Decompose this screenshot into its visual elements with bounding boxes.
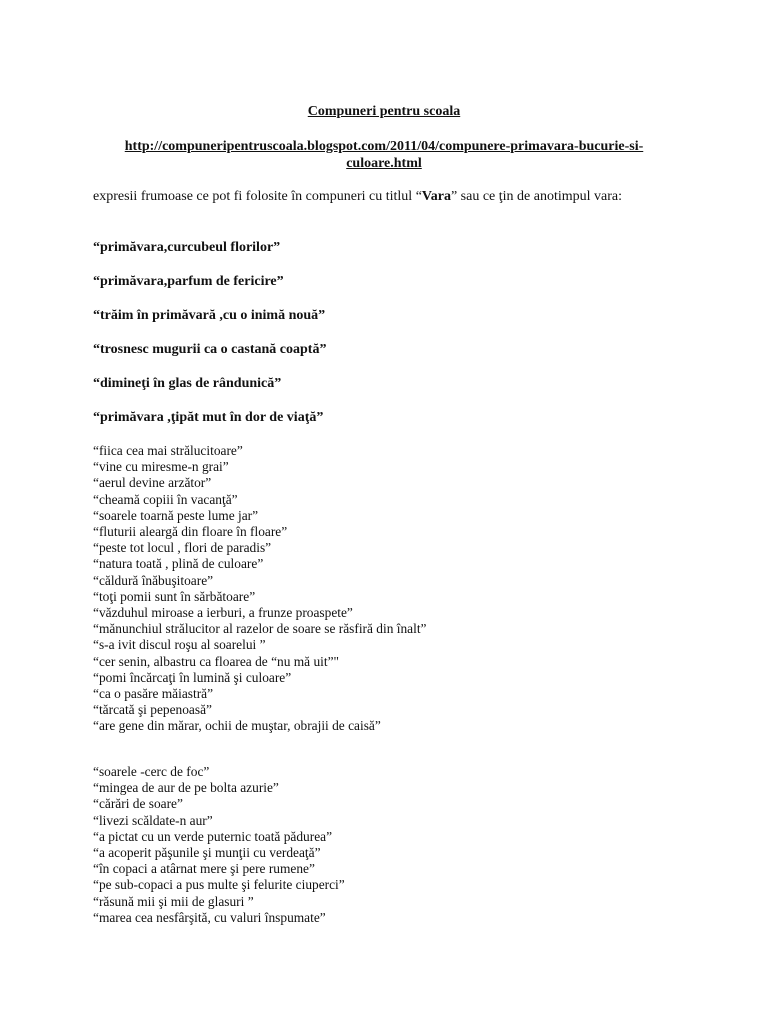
intro-paragraph bbox=[93, 188, 663, 205]
list-item: “soarele toarnă peste lume jar” bbox=[93, 507, 259, 523]
bold-phrase: “primăvara,curcubeul florilor” bbox=[93, 240, 281, 255]
bold-phrase: “trosnesc mugurii ca o castană coaptă” bbox=[93, 342, 327, 357]
list-item: “toţi pomii sunt în sărbătoare” bbox=[93, 588, 256, 604]
page-title: Compuneri pentru scoala bbox=[307, 104, 461, 119]
list-item: “pe sub-copaci a pus multe şi felurite ciuperci” bbox=[93, 877, 345, 893]
intro-text-before: expresii frumoase ce pot fi folosite în compuneri cu titlul “ bbox=[93, 189, 422, 204]
list-item: “vine cu miresme-n grai” bbox=[93, 459, 229, 475]
list-item: “răsună mii şi mii de glasuri ” bbox=[93, 893, 254, 909]
list-item: “peste tot locul , flori de paradis” bbox=[93, 540, 272, 556]
list-item: “ca o pasăre măiastră” bbox=[93, 686, 214, 702]
list-item: “a acoperit păşunile şi munţii cu verdeaţă” bbox=[93, 845, 321, 861]
list-item: “marea cea nesfârşită, cu valuri înspumate” bbox=[93, 909, 326, 925]
intro-bold-word: Vara bbox=[421, 189, 451, 204]
list-item: “aerul devine arzător” bbox=[93, 475, 212, 491]
bold-phrase: “primăvara ,ţipăt mut în dor de viaţă” bbox=[93, 410, 324, 425]
list-item: “mingea de aur de pe bolta azurie” bbox=[93, 780, 279, 796]
source-link[interactable]: http://compuneripentruscoala.blogspot.com/2011/04/compunere-primavara-bucurie-si-culoare.html bbox=[124, 139, 644, 171]
bold-phrase: “trăim în primăvară ,cu o inimă nouă” bbox=[93, 308, 326, 323]
list-item: “căldură înăbuşitoare” bbox=[93, 572, 214, 588]
list-item: “natura toată , plină de culoare” bbox=[93, 556, 264, 572]
list-item: “are gene din mărar, ochii de muştar, obrajii de caisă” bbox=[93, 718, 381, 734]
list-item: “cheamă copiii în vacanţă” bbox=[93, 491, 238, 507]
list-item: “fluturii aleargă din floare în floare” bbox=[93, 524, 288, 540]
list-item: “tărcată şi pepenoasă” bbox=[93, 702, 212, 718]
expression-list-a bbox=[93, 443, 693, 735]
list-item: “cer senin, albastru ca floarea de “nu mă uit”" bbox=[93, 653, 340, 669]
list-item: “mănunchiul strălucitor al razelor de soare se răsfiră din înalt” bbox=[93, 621, 427, 637]
list-item: “livezi scăldate-n aur” bbox=[93, 812, 213, 828]
expression-list-b bbox=[93, 764, 693, 926]
list-item: “în copaci a atârnat mere şi pere rumene” bbox=[93, 861, 315, 877]
bold-phrase: “dimineţi în glas de rândunică” bbox=[93, 376, 282, 391]
list-item: “soarele -cerc de foc” bbox=[93, 764, 210, 779]
intro-text-after: ” sau ce ţin de anotimpul vara: bbox=[450, 189, 623, 204]
list-item: “s-a ivit discul roşu al soarelui ” bbox=[93, 637, 266, 653]
list-item: “pomi încărcaţi în lumină şi culoare” bbox=[93, 669, 292, 685]
list-item: “fiica cea mai strălucitoare” bbox=[93, 443, 243, 458]
list-item: “văzduhul miroase a ierburi, a frunze proaspete” bbox=[93, 605, 353, 621]
list-item: “cărări de soare” bbox=[93, 796, 183, 812]
bold-phrase-list bbox=[93, 239, 673, 443]
bold-phrase: “primăvara,parfum de fericire” bbox=[93, 274, 284, 289]
list-item: “a pictat cu un verde puternic toată pădurea” bbox=[93, 828, 333, 844]
